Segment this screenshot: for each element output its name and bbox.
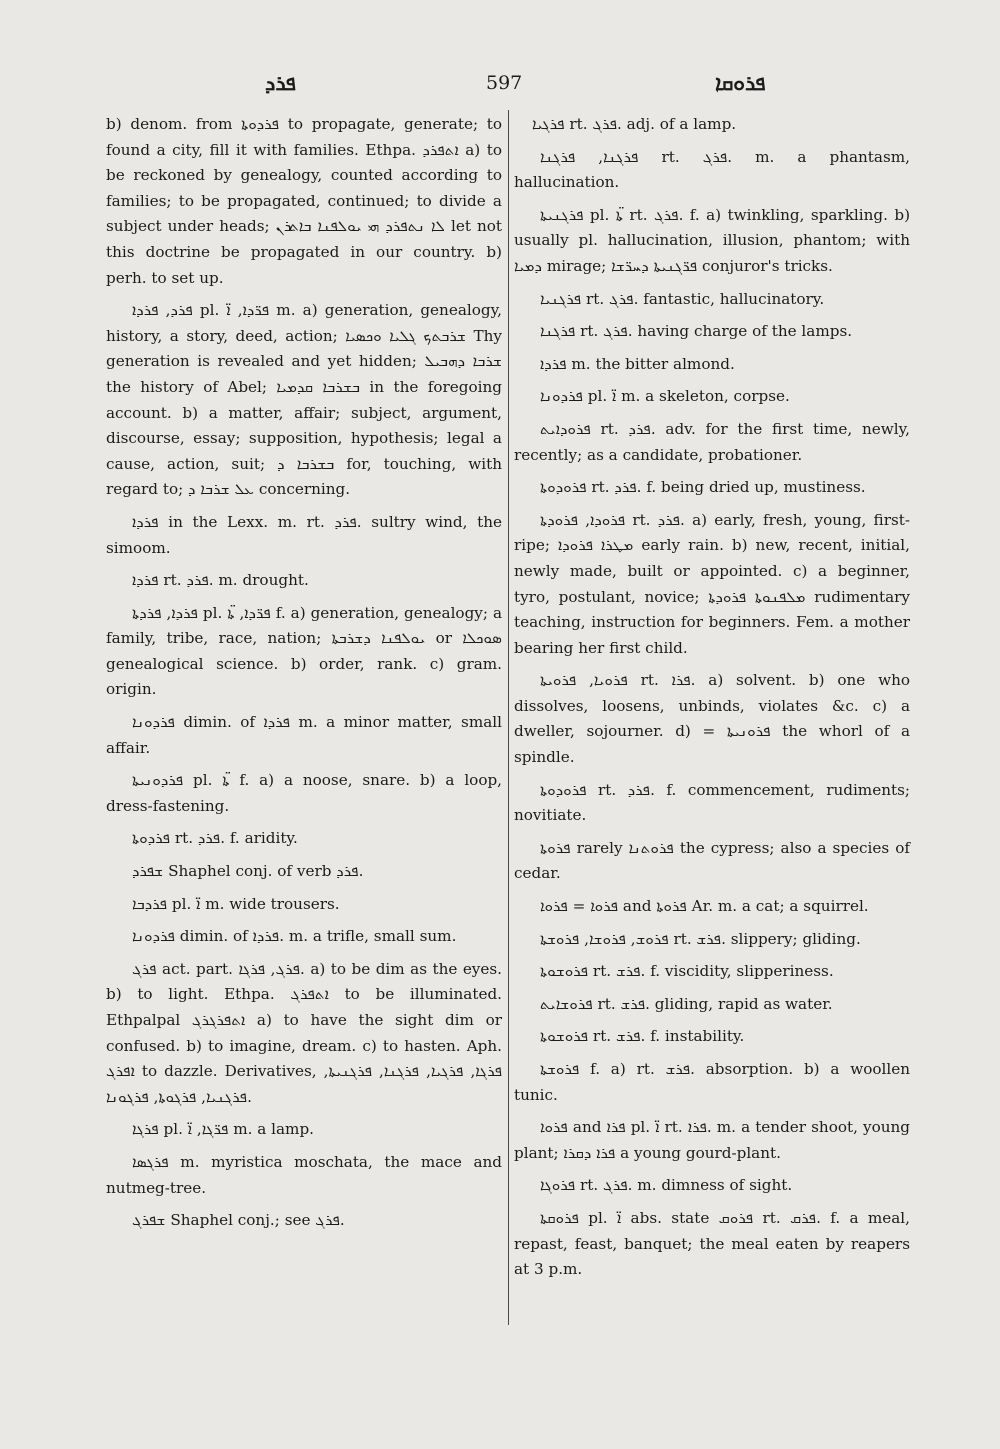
dictionary-entry: ܦܪܘܫܘܬܐ rt. ܦܪܫ. f. instability.: [540, 1027, 745, 1046]
dictionary-entry: ܦܪܕܘܬܐ rt. ܦܪܕ. f. aridity.: [132, 829, 298, 848]
dictionary-entry: ܦܪܕ, ܦܪܕܐ pl. ܦܪ̈ܕܐ, ܐ̈ m. a) generation, genealogy, history, a story, deed, action; ܫܪܒܬܟ ܓܠܝܐ ܘܟܣܝܐ Thy generation is revealed and yet hidden; ܫܪܒܐ ܕܗܒܝܠ the history of Abel; ܒܫܪܒܐ ܩܕܡܝܐ in the foregoing account. b) a matter, affair; subject, argument, discourse, essay; supposition, hypothesis; legal a cause, action, suit; ܒܫܪܒܐ ܕ for, touching, with regard to; ܥܠ ܫܪܒܐ ܕ concerning.: [106, 301, 502, 499]
dictionary-entry: ܦܪܕܐ m. the bitter almond.: [540, 354, 735, 373]
dictionary-entry: ܦܪܕܐ rt. ܦܪܕ. m. drought.: [132, 571, 309, 590]
page-number: 597: [486, 72, 523, 94]
dictionary-entry: ܦܪܓܢܐ rt. ܦܪܓ. having charge of the lamps.: [540, 322, 853, 341]
dictionary-entry: ܦܪܓܐ pl. ܦܪ̈ܓܐ, ܐ̈ m. a lamp.: [132, 1120, 315, 1139]
dictionary-entry: ܦܪܘܕܐܝܬ rt. ܦܪܕ. adv. for the first time, newly, recently; as a candidate, probationer.: [514, 419, 910, 464]
dictionary-entry: ܦܪܕܘܢܐ dimin. of ܦܪܕܐ. m. a trifle, small sum.: [132, 927, 457, 946]
dictionary-entry: ܦܪܕܐ in the Lexx. m. rt. ܦܪܕ. sultry wind, the simoom.: [106, 512, 502, 557]
dictionary-entry: ܦܪܕܐ, ܦܪܕܬܐ pl. ܦܪ̈ܕܐ, ܬ̈ܐ f. a) generation, genealogy; a family, tribe, race, nation; ܝܘܠܦܢܐ ܕܫܪܒܬܐ or ܣܘܟܠܐ genealogical science. b) order, rank. c) gram. origin.: [106, 603, 503, 699]
dictionary-entry: ܦܪܓܢܝܐ rt. ܦܪܓ. fantastic, hallucinatory.: [540, 289, 825, 308]
dictionary-entry: ܦܪܘܫ, ܦܪܘܫܐ, ܦܪܘܫܬܐ rt. ܦܪܫ. slippery; gliding.: [540, 929, 861, 948]
dictionary-entry: ܦܪܓܢܝܬܐ pl. ܬ̈ܐ rt. ܦܪܓ. f. a) twinkling, sparkling. b) usually pl. hallucination, illusion, phantom; with ܕܡܝܐ mirage; ܦܪ̈ܓܢܝܬܐ ܕܚܪ̈ܫܐ conjuror's tricks.: [514, 205, 910, 275]
dictionary-entry: ܦܪܓ act. part. ܦܪܓ, ܦܪܓܐ. a) to be dim as the eyes. b) to light. Ethpa. ܐܬܦܪܓ to be illuminated. Ethpalpal ܐܬܦܪܓܪܓ a) to have the sight dim or confused. b) to imagine, dream. c) to hasten. Aph. ܐܦܪܓ to dazzle. Derivatives, ܦܪܓܐ, ܦܪܓܝܐ, ܦܪܓܢܐ, ܦܪܓܢܝܬܐ, ܦܪܓܢܝܐ, ܦܪܓܘܬܐ, ܦܪܓܘܢܐ.: [106, 959, 503, 1106]
dictionary-entry: ܦܪܘܫܘܬܐ rt. ܦܪܫ. f. viscidity, slipperiness.: [540, 962, 834, 981]
dictionary-entry: b) denom. from ܦܪܕܘܬܐ to propagate, generate; to found a city, fill it with families. Ethpa. ܐܬܦܪܕ a) to be reckoned by genealogy, counted according to families; to be propagated, continued; to divide a subject under heads; ܠܐ ܢܬܦܪܕ ܗܝ ܝܘܠܦܢܐ ܒܐܬܪܢ let not this doctrine be propagated in our country. b) perh. to set up.: [106, 115, 503, 287]
left-column: [106, 112, 502, 1241]
dictionary-entry: ܦܪܕܒܐ pl. ܐ̈ m. wide trousers.: [132, 894, 340, 913]
running-head-right: ܦܪܘܩܐ: [715, 71, 766, 95]
dictionary-entry: ܦܪܘܫܬܐ f. a) rt. ܦܪܫ. absorption. b) a woollen tunic.: [514, 1060, 910, 1104]
dictionary-entry: ܦܪܘܫܐܝܬ rt. ܦܪܫ. gliding, rapid as water.: [540, 994, 833, 1013]
dictionary-entry: ܦܪܕܘܢܐ dimin. of ܦܪܕܐ m. a minor matter, small affair.: [106, 713, 502, 757]
column-divider: [508, 110, 509, 1325]
dictionary-entry: ܦܪܕܘܢܝܬܐ pl. ܬ̈ܐ f. a) a noose, snare. b) a loop, dress-fastening.: [106, 771, 503, 815]
dictionary-entry: ܦܪܘܝܐ, ܦܪܘܝܬܐ rt. ܦܪܐ. a) solvent. b) one who dissolves, loosens, unbinds, violates &c. c) a dweller, sojourner. d) = ܦܪܘܢܝܬܐ the whorl of a spindle.: [514, 671, 910, 767]
dictionary-entry: ܦܪܘܕܐ, ܦܪܘܕܬܐ rt. ܦܪܕ. a) early, fresh, young, first-ripe; ܡܛܪܐ ܦܪܘܕܐ early rain. b) new, recent, initial, newly made, built or appointed. c) a beginner, tyro, postulant, novice; ܡܠܦܢܘܬܐ ܦܪܘܕܬܐ rudimentary teaching, instruction for beginners. Fem. a mother bearing her first child.: [514, 510, 910, 657]
dictionary-entry: ܦܪܘܬܐ rarely ܦܪܘܬܢܐ the cypress; also a species of cedar.: [514, 838, 911, 883]
dictionary-entry: ܦܪܘܓܐ rt. ܦܪܓ. m. dimness of sight.: [540, 1176, 793, 1195]
dictionary-entry: ܫܦܪܕ Shaphel conj. of verb ܦܪܕ.: [132, 862, 364, 881]
dictionary-entry: ܦܪܘܕܘܬܐ rt. ܦܪܕ. f. commencement, rudiments; novitiate.: [514, 780, 910, 825]
dictionary-entry: ܫܦܪܓ Shaphel conj.; see ܦܪܓ.: [132, 1211, 345, 1230]
dictionary-entry: ܦܪܓܝܐ rt. ܦܪܓ. adj. of a lamp.: [532, 115, 737, 133]
dictionary-entry: ܦܪܓܣܐ m. myristica moschata, the mace and nutmeg-tree.: [106, 1152, 502, 1197]
dictionary-entry: ܦܪܘܐ and ܦܪܐ pl. ܐ̈ rt. ܦܪܐ. m. a tender shoot, young plant; ܦܪܐ ܕܩܪܐ a young gourd-plant.: [514, 1118, 910, 1162]
dictionary-entry: ܦܪܓܢܐ, ܦܪܓܢܐ rt. ܦܪܓ. m. a phantasm, hallucination.: [514, 147, 910, 192]
dictionary-entry: ܦܪܘܩܬܐ pl. ܐ̈ abs. state ܦܪܘܩ rt. ܦܪܩ. f. a meal, repast, feast, banquet; the meal eaten by reapers at 3 p.m.: [514, 1208, 910, 1279]
dictionary-entry: ܦܪܕܘܢܐ pl. ܐ̈ m. a skeleton, corpse.: [540, 387, 790, 406]
dictionary-entry: ܦܪܘܕܘܬܐ rt. ܦܪܕ. f. being dried up, mustiness.: [540, 478, 866, 497]
dictionary-entry: ܦܪܘܐ = ܦܪܘܐ and ܦܪܘܬܐ Ar. m. a cat; a squirrel.: [540, 897, 869, 916]
running-head-left: ܦܪܕ: [265, 71, 296, 95]
right-column: [514, 112, 910, 1290]
